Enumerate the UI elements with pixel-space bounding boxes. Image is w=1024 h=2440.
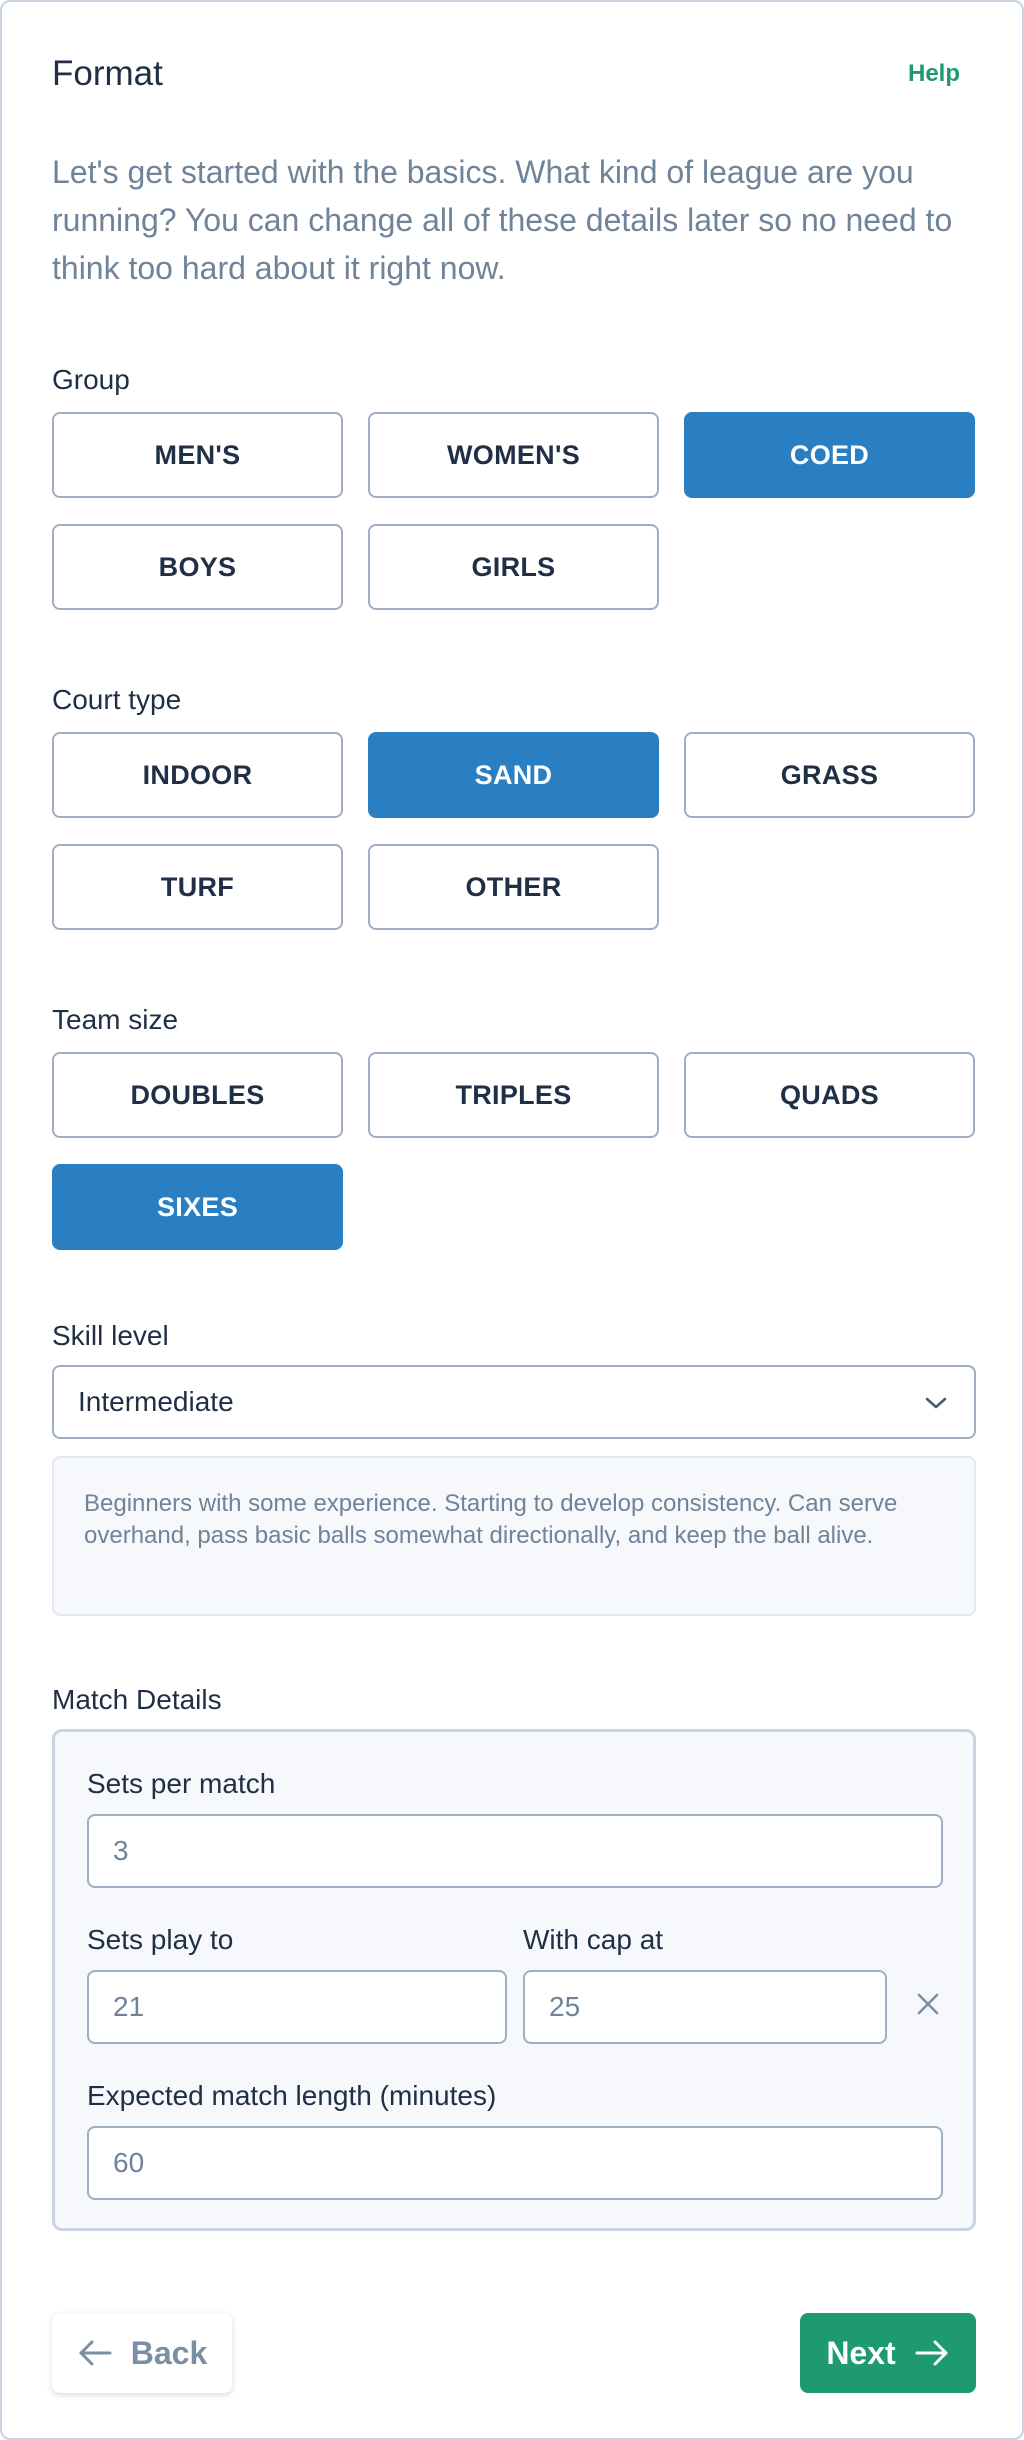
- arrow-right-icon: [914, 2339, 950, 2367]
- skill-level-label: Skill level: [52, 1320, 169, 1351]
- court-option-grass[interactable]: GRASS: [684, 732, 975, 818]
- page-title: Format: [52, 54, 163, 93]
- header: [52, 54, 976, 94]
- court-option-other[interactable]: OTHER: [368, 844, 659, 930]
- group-option-girls[interactable]: GIRLS: [368, 524, 659, 610]
- group-option-boys[interactable]: BOYS: [52, 524, 343, 610]
- skill-level-description: Beginners with some experience. Starting to develop consistency. Can serve overhand, pass basic balls somewhat directionally, and keep the ball alive.: [52, 1456, 976, 1616]
- team-size-option-sixes[interactable]: SIXES: [52, 1164, 343, 1250]
- intro-text: Let's get started with the basics. What kind of league are you running? You can change all of these details later so no need to think too hard about it right now.: [52, 154, 953, 286]
- arrow-left-icon: [77, 2339, 113, 2367]
- chevron-down-icon: [924, 1393, 948, 1413]
- next-label: Next: [826, 2334, 896, 2371]
- group-option-coed[interactable]: COED: [684, 412, 975, 498]
- skill-level-value: Intermediate: [78, 1386, 234, 1417]
- match-details-label: Match Details: [52, 1684, 222, 1715]
- sets-play-to-label: Sets play to: [87, 1924, 234, 1955]
- court-type-label: Court type: [52, 684, 182, 715]
- team-size-option-triples[interactable]: TRIPLES: [368, 1052, 659, 1138]
- court-option-turf[interactable]: TURF: [52, 844, 343, 930]
- help-link[interactable]: Help: [907, 60, 960, 87]
- group-label: Group: [52, 364, 130, 395]
- team-size-option-doubles[interactable]: DOUBLES: [52, 1052, 343, 1138]
- group-option-mens[interactable]: MEN'S: [52, 412, 343, 498]
- skill-level-select[interactable]: [52, 1365, 976, 1439]
- match-details-panel: [52, 1729, 976, 2231]
- close-icon[interactable]: [913, 1989, 943, 2019]
- back-label: Back: [130, 2334, 208, 2371]
- match-length-label: Expected match length (minutes): [87, 2080, 497, 2111]
- back-button[interactable]: [52, 2313, 232, 2393]
- court-option-indoor[interactable]: INDOOR: [52, 732, 343, 818]
- next-button[interactable]: [800, 2313, 976, 2393]
- cap-at-label: With cap at: [523, 1924, 664, 1955]
- team-size-label: Team size: [52, 1004, 179, 1035]
- court-option-sand[interactable]: SAND: [368, 732, 659, 818]
- cap-at-input[interactable]: 25: [523, 1970, 887, 2044]
- sets-per-match-label: Sets per match: [87, 1768, 276, 1799]
- match-length-input[interactable]: 60: [87, 2126, 943, 2200]
- team-size-option-quads[interactable]: QUADS: [684, 1052, 975, 1138]
- group-option-womens[interactable]: WOMEN'S: [368, 412, 659, 498]
- sets-play-to-input[interactable]: 21: [87, 1970, 507, 2044]
- sets-per-match-input[interactable]: 3: [87, 1814, 943, 1888]
